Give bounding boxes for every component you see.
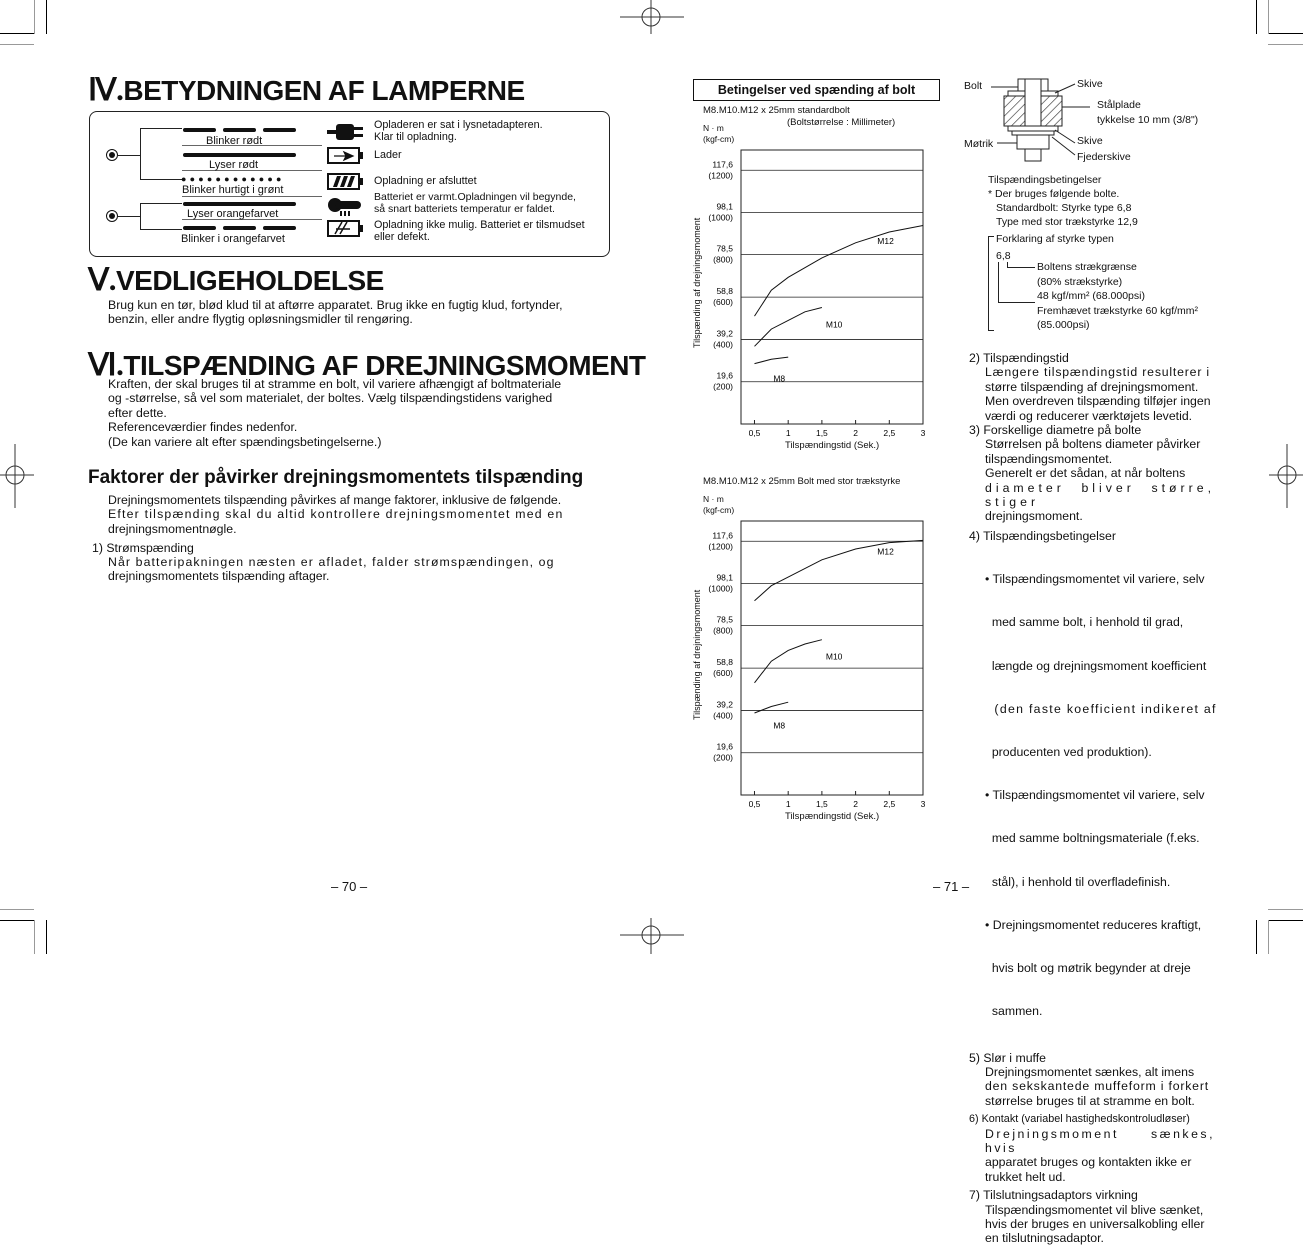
cond-value: 6,8 xyxy=(996,250,1011,262)
lamp-label-6: Blinker i orangefarvet xyxy=(181,233,285,245)
cond-line: (80% strækstyrke) xyxy=(1037,276,1123,288)
text-line: og -størrelse, så vel som materialet, der boltes. Vælg tilspændingstidens varighed xyxy=(108,391,553,406)
text-line: trukket helt ud. xyxy=(985,1169,1066,1184)
conditions-box: Betingelser ved spænding af bolt xyxy=(693,79,940,101)
series-label-m10: M10 xyxy=(825,651,843,662)
chart-1-title: M8.M10.M12 x 25mm standardbolt xyxy=(703,105,850,116)
y-tick-label-kgf: (1000) xyxy=(708,583,733,594)
lamp-pattern-fast-green: ●●●●●●●●●●●● xyxy=(181,174,285,184)
skive-top-label: Skive xyxy=(1077,78,1103,90)
heading-torque: Ⅵ.TILSPÆNDING AF DREJNINGSMOMENT xyxy=(88,347,646,382)
factor-4 xyxy=(969,529,1215,1048)
cond-line: Fremhævet trækstyrke 60 kgf/mm² xyxy=(1037,305,1199,317)
chart-1-unit-bottom: (kgf-cm) xyxy=(703,134,735,144)
y-tick-label: 19,6 xyxy=(716,370,733,381)
text-line: tilspændingsmomentet. xyxy=(985,451,1113,466)
x-tick-label: 1 xyxy=(785,428,791,438)
x-tick-label: 3 xyxy=(920,799,926,809)
y-tick-label-kgf: (1200) xyxy=(708,541,733,552)
series-line-m8 xyxy=(755,357,789,364)
heading-lamps: Ⅳ.BETYDNINGEN AF LAMPERNE xyxy=(88,72,525,107)
series-label-m12: M12 xyxy=(877,546,894,557)
factor-2 xyxy=(969,351,1215,423)
factor-1-head: 1) Strømspænding xyxy=(92,541,194,555)
factor-body xyxy=(969,365,1215,423)
series-line-m10 xyxy=(755,640,822,683)
text-line: med samme boltningsmateriale (f.eks. xyxy=(985,831,1200,846)
x-tick-label: 2 xyxy=(853,799,858,809)
bolt-label: Bolt xyxy=(964,80,983,92)
series-label-m12: M12 xyxy=(877,235,894,246)
text-line: Brug kun en tør, blød klud til at aftørre apparatet. Brug ikke en fugtig klud, fortynder, xyxy=(108,298,563,312)
text-line: en tilslutningsadaptor. xyxy=(985,1231,1104,1246)
text-line: • Tilspændingsmomentet vil variere, selv xyxy=(985,788,1205,803)
text-line: drejningsmoment. xyxy=(985,509,1083,524)
text-line: drejningsmomentnøgle. xyxy=(108,521,237,536)
y-tick-label: 58,8 xyxy=(716,657,733,668)
lamp-indicator-orange-icon xyxy=(106,210,118,222)
x-tick-label: 2 xyxy=(853,428,858,438)
registration-mark-top xyxy=(620,0,684,34)
factor-body xyxy=(969,1065,1215,1108)
page-number-left: – 70 – xyxy=(331,879,368,894)
text-line: Drejningsmomentet sænkes, alt imens xyxy=(985,1064,1195,1079)
text-line: Længere tilspændingstid resulterer i xyxy=(985,365,1210,380)
lamp-desc-1 xyxy=(374,119,543,143)
cond-line: Boltens strækgrænse xyxy=(1037,261,1137,273)
y-tick-label-kgf: (200) xyxy=(713,381,733,392)
y-tick-label-kgf: (400) xyxy=(713,339,733,350)
x-tick-label: 0,5 xyxy=(748,799,761,809)
chart-2-unit-top: N · m xyxy=(703,494,724,504)
factor-list xyxy=(969,351,1215,1246)
chart-1-plot xyxy=(700,140,940,450)
text-line: efter dette. xyxy=(108,405,167,420)
text-line: benzin, eller andre flygtig opløsningsmidler til rengøring. xyxy=(108,312,413,327)
plug-icon xyxy=(326,121,366,145)
x-tick-label: 1,5 xyxy=(815,428,828,438)
text-line: Efter tilspænding skal du altid kontrollere drejningsmomentet med en xyxy=(108,507,564,522)
y-tick-label: 117,6 xyxy=(712,159,733,170)
text-line: • Drejningsmomentet reduceres kraftigt, xyxy=(985,917,1202,932)
plate-thickness-label: tykkelse 10 mm (3/8") xyxy=(1097,114,1199,126)
chart-2-plot xyxy=(700,511,940,821)
factor-head: 6) Kontakt (variabel hastighedskontroludløser) xyxy=(969,1113,1190,1126)
text-line: Men overdreven tilspænding tilføjer ingen xyxy=(985,394,1211,409)
factor-7 xyxy=(969,1188,1215,1246)
skive-bottom-label: Skive xyxy=(1077,135,1103,147)
y-tick-label-kgf: (600) xyxy=(713,297,733,308)
chart-1-unit-top: N · m xyxy=(703,123,724,133)
text-line: værdi og reducerer værktøjets levetid. xyxy=(985,408,1193,423)
chart-2-xlabel: Tilspændingstid (Sek.) xyxy=(785,811,880,822)
text-line: (den faste koefficient indikeret af xyxy=(985,701,1217,716)
text-line: Drejningsmoment sænkes, hvis xyxy=(985,1126,1215,1155)
y-tick-label-kgf: (800) xyxy=(713,625,733,636)
heading-factors: Faktorer der påvirker drejningsmomentets tilspænding xyxy=(88,467,584,488)
y-tick-label-kgf: (400) xyxy=(713,710,733,721)
factor-head: 2) Tilspændingstid xyxy=(969,351,1069,365)
series-line-m12 xyxy=(755,540,924,600)
registration-mark-bottom xyxy=(620,918,684,954)
x-tick-label: 0,5 xyxy=(748,428,761,438)
text-line: (De kan variere alt efter spændingsbetingelserne.) xyxy=(108,434,382,449)
page-number-right: – 71 – xyxy=(933,879,970,894)
y-tick-label-kgf: (800) xyxy=(713,254,733,265)
factor-head: 5) Slør i muffe xyxy=(969,1050,1046,1065)
lamp-desc-6: Opladning ikke mulig. Batteriet er tilsmudset eller defekt. xyxy=(374,219,585,243)
text-line: Referenceværdier findes nedenfor. xyxy=(108,420,298,435)
lamp-desc-3: Opladning er afsluttet xyxy=(374,175,477,187)
chart-2-unit-bottom: (kgf-cm) xyxy=(703,505,735,515)
text-line: • Tilspændingsmomentet vil variere, selv xyxy=(985,572,1205,587)
heading-maintenance: Ⅴ.VEDLIGEHOLDELSE xyxy=(88,262,384,297)
series-label-m8: M8 xyxy=(773,720,786,731)
x-tick-label: 2,5 xyxy=(883,799,896,809)
lamp-indicator-red-icon xyxy=(106,149,118,161)
text-line: større tilspænding af drejningsmoment. xyxy=(985,379,1199,394)
y-tick-label-kgf: (600) xyxy=(713,668,733,679)
y-tick-label-kgf: (1000) xyxy=(708,212,733,223)
cond-line: Type med stor trækstyrke 12,9 xyxy=(996,216,1138,228)
y-tick-label: 39,2 xyxy=(716,699,733,710)
lamp-pattern-steady-red xyxy=(183,153,296,157)
plot-frame xyxy=(741,150,923,424)
text-line: apparatet bruges og kontakten ikke er xyxy=(985,1155,1192,1170)
factor-1-text xyxy=(108,555,610,584)
text-line: hvis bolt og møtrik begynder at dreje xyxy=(985,961,1191,976)
series-label-m8: M8 xyxy=(773,373,786,384)
fjederskive-label: Fjederskive xyxy=(1077,151,1131,163)
lamp-desc-1-line: Opladeren er sat i lysnetadapteren. xyxy=(374,119,543,131)
y-tick-label-kgf: (1200) xyxy=(708,170,733,181)
lamp-label-3: Blinker hurtigt i grønt xyxy=(182,184,284,196)
y-tick-label: 19,6 xyxy=(716,741,733,752)
registration-mark-right xyxy=(1269,444,1303,508)
plate-label: Stålplade xyxy=(1097,99,1141,111)
lamp-label-5: Lyser orangefarvet xyxy=(187,208,279,220)
y-tick-label: 117,6 xyxy=(712,530,733,541)
battery-full-icon xyxy=(326,172,366,192)
factor-6 xyxy=(969,1112,1215,1184)
text-line: hvis der bruges en universalkobling eller xyxy=(985,1216,1205,1231)
text-line: Tilspændingsmomentet vil blive sænket, xyxy=(985,1202,1204,1217)
y-tick-label-kgf: (200) xyxy=(713,752,733,763)
x-tick-label: 1 xyxy=(785,799,791,809)
factor-body xyxy=(969,1127,1215,1185)
chart-1-subtitle: (Boltstørrelse : Millimeter) xyxy=(787,117,896,128)
factor-head: 4) Tilspændingsbetingelser xyxy=(969,528,1116,543)
chart-2-ylabel: Tilspænding af drejningsmoment xyxy=(692,589,702,720)
lamp-desc-2: Lader xyxy=(374,149,402,161)
motrik-label: Møtrik xyxy=(964,138,994,150)
factor-body xyxy=(969,543,1215,1047)
text-line: Størrelsen på boltens diameter påvirker xyxy=(985,437,1201,452)
text-line: med samme bolt, i henhold til grad, xyxy=(985,615,1184,630)
registration-mark-left xyxy=(0,444,34,508)
y-tick-label: 98,1 xyxy=(716,201,733,212)
series-line-m10 xyxy=(755,308,822,347)
y-tick-label: 39,2 xyxy=(716,328,733,339)
text-line: stål), i henhold til overfladefinish. xyxy=(985,874,1171,889)
thermometer-icon xyxy=(326,196,366,218)
text-line: længde og drejningsmoment koefficient xyxy=(985,658,1207,673)
cond-line: Forklaring af styrke typen xyxy=(996,233,1114,245)
text-line: Drejningsmomentets tilspænding påvirkes af mange faktorer, inklusive de følgende. xyxy=(108,493,562,507)
chart-1-xlabel: Tilspændingstid (Sek.) xyxy=(785,440,880,451)
lamp-pattern-steady-orange xyxy=(183,202,296,206)
text-line: Når batteripakningen næsten er afladet, falder strømspændingen, og xyxy=(108,555,555,569)
factor-head: 3) Forskellige diametre på bolte xyxy=(969,423,1142,438)
x-tick-label: 1,5 xyxy=(815,799,828,809)
text-line: Generelt er det sådan, at når boltens xyxy=(985,466,1186,481)
series-line-m8 xyxy=(755,702,789,713)
maintenance-text xyxy=(108,298,610,327)
text-line: den sekskantede muffeform i forkert xyxy=(985,1079,1209,1094)
chart-1-ylabel: Tilspænding af drejningsmoment xyxy=(692,217,702,348)
text-line: diameter bliver større, stiger xyxy=(985,480,1215,510)
chart-2-title: M8.M10.M12 x 25mm Bolt med stor trækstyrke xyxy=(703,476,901,487)
lamp-label-1: Blinker rødt xyxy=(206,135,263,147)
text-line: drejningsmomentets tilspænding aftager. xyxy=(108,569,330,584)
factors-text xyxy=(108,493,610,536)
x-tick-label: 2,5 xyxy=(883,428,896,438)
y-tick-label: 98,1 xyxy=(716,572,733,583)
text-line: sammen. xyxy=(985,1004,1043,1019)
series-label-m10: M10 xyxy=(825,319,843,330)
cond-line: (85.000psi) xyxy=(1037,319,1090,331)
factor-head: 7) Tilslutningsadaptors virkning xyxy=(969,1188,1138,1203)
cond-line: * Der bruges følgende bolte. xyxy=(988,188,1120,200)
series-line-m12 xyxy=(755,226,924,317)
text-line: størrelse bruges til at stramme en bolt. xyxy=(985,1093,1195,1108)
torque-text xyxy=(108,377,610,449)
factor-5 xyxy=(969,1051,1215,1109)
factor-body xyxy=(969,437,1215,523)
y-tick-label: 78,5 xyxy=(716,243,733,254)
lamp-desc-4: Batteriet er varmt.Opladningen vil begynde, så snart batteriets temperatur er faldet. xyxy=(374,191,576,215)
cond-line: Tilspændingsbetingelser xyxy=(988,174,1102,186)
battery-charging-icon xyxy=(326,146,366,166)
cond-line: 48 kgf/mm² (68.000psi) xyxy=(1037,290,1145,302)
lamp-desc-1-line: Klar til opladning. xyxy=(374,131,457,143)
y-tick-label: 58,8 xyxy=(716,286,733,297)
x-tick-label: 3 xyxy=(920,428,926,438)
text-line: producenten ved produktion). xyxy=(985,744,1152,759)
y-tick-label: 78,5 xyxy=(716,614,733,625)
cond-line: Standardbolt: Styrke type 6,8 xyxy=(996,202,1132,214)
text-line: Kraften, der skal bruges til at stramme en bolt, vil variere afhængigt af boltmateriale xyxy=(108,377,562,391)
lamp-label-2: Lyser rødt xyxy=(209,159,259,171)
battery-error-icon xyxy=(326,219,366,239)
factor-3 xyxy=(969,423,1215,524)
factor-body xyxy=(969,1203,1215,1246)
